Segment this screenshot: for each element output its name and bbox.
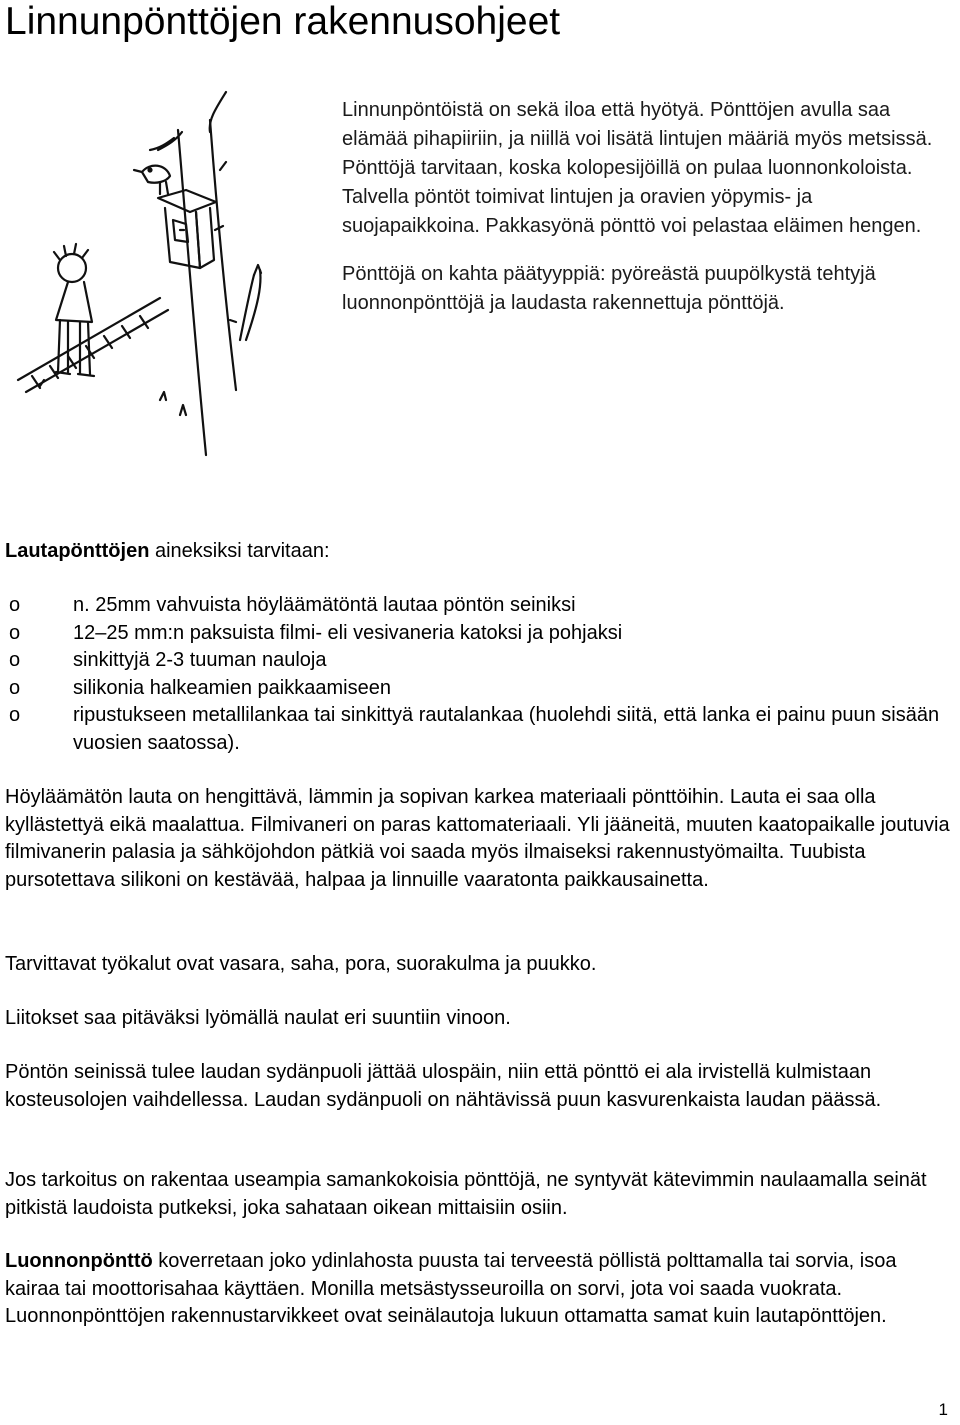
list-bullet: o <box>9 649 21 671</box>
list-item <box>5 702 955 757</box>
list-item <box>5 620 955 648</box>
list-bullet: o <box>9 621 21 644</box>
materials-heading <box>5 538 955 566</box>
list-item-text: 12‒25 mm:n paksuista filmi- eli vesivaneria katoksi ja pohjaksi <box>73 621 623 644</box>
page-title: Linnunpönttöjen rakennusohjeet <box>5 0 561 43</box>
paragraph-text: Pöntön seinissä tulee laudan sydänpuoli jättää ulospäin, niin että pönttö ei ala irvistellä kulmistaan kosteusolojen vaihdellessa. Laudan sydänpuoli on nähtävissä puun kasvurenkaista laudan päässä. <box>5 1061 882 1111</box>
intro-paragraph-2: Pönttöjä on kahta päätyyppiä: pyöreästä puupölkystä tehtyjä luonnonpönttöjä ja laudasta rakennettuja pönttöjä. <box>342 263 876 314</box>
paragraph-text: Höyläämätön lauta on hengittävä, lämmin ja sopivan karkea materiaali pönttöihin. Lauta ei saa olla kyllästettyä eikä maalattua. Filmivaneri on paras kattomateriaali. Yli jääneitä, muuten kaatopaikalle joutuvia filmivanerin palasia ja sähköjohdon pätkiä voi saada myös ilmaiseksi rakennustyömailta. Tuubista pursotettava silikoni on kestävää, halpaa ja linnuille vaaratonta paikkausainetta. <box>5 786 950 891</box>
materials-list <box>5 592 955 757</box>
paragraph-materials-notes <box>5 784 955 894</box>
list-bullet: o <box>9 676 21 699</box>
list-item-text: n. 25mm vahvuista höyläämätöntä lautaa pöntön seiniksi <box>73 594 576 616</box>
list-item <box>5 647 955 675</box>
materials-heading-rest: aineksiksi tarvitaan: <box>149 540 330 562</box>
intro-paragraph-1: Linnunpöntöistä on sekä iloa että hyötyä. Pönttöjen avulla saa elämää pihapiiriin, ja niillä voi lisätä lintujen määriä myös metsissä. Pönttöjä tarvitaan, koska kolopesijöillä on pulaa luonnonkoloista. Talvella pöntöt toimivat lintujen ja oravien yöpymis- ja suojapaikkoina. Pakkasyönä pönttö voi pelastaa eläimen hengen. <box>342 99 933 237</box>
paragraph-tools <box>5 951 955 979</box>
paragraph-multiple-boxes <box>5 1167 955 1222</box>
page-number: 1 <box>938 1400 948 1419</box>
list-item-text: ripustukseen metallilankaa tai sinkittyä rautalankaa (huolehdi siitä, että lanka ei painu puun sisään vuosien saatossa). <box>73 704 940 754</box>
paragraph-text: Liitokset saa pitäväksi lyömällä naulat eri suuntiin vinoon. <box>5 1007 511 1029</box>
paragraph-text: koverretaan joko ydinlahosta puusta tai terveestä pöllistä polttamalla tai sorvia, isoa kairaa tai moottorisahaa käyttäen. Monilla metsästysseuroilla on sorvi, jota voi saada vuokrata. Luonnonpönttöjen rakennustarvikkeet ovat seinälautoja lukuun ottamatta samat kuin lautapönttöjen. <box>5 1250 897 1327</box>
paragraph-natural-box <box>5 1248 955 1331</box>
paragraph-text: Jos tarkoitus on rakentaa useampia samankokoisia pönttöjä, ne syntyvät kätevimmin naulaamalla seinät pitkistä laudoista putkeksi, joka sahataan oikean mittaisiin osiin. <box>5 1169 927 1219</box>
list-item <box>5 675 955 703</box>
list-bullet: o <box>9 594 21 616</box>
paragraph-joints <box>5 1005 955 1033</box>
list-item-text: silikonia halkeamien paikkaamiseen <box>73 676 391 699</box>
bird-box-drawing <box>10 90 310 460</box>
intro-text <box>342 96 952 318</box>
list-item <box>5 592 955 620</box>
natural-box-term: Luonnonpönttö <box>5 1250 153 1272</box>
list-item-text: sinkittyjä 2-3 tuuman nauloja <box>73 649 327 671</box>
materials-heading-bold: Lautapönttöjen <box>5 540 150 562</box>
list-bullet: o <box>9 704 21 726</box>
paragraph-text: Tarvittavat työkalut ovat vasara, saha, pora, suorakulma ja puukko. <box>5 953 597 975</box>
paragraph-heartwood <box>5 1059 955 1114</box>
